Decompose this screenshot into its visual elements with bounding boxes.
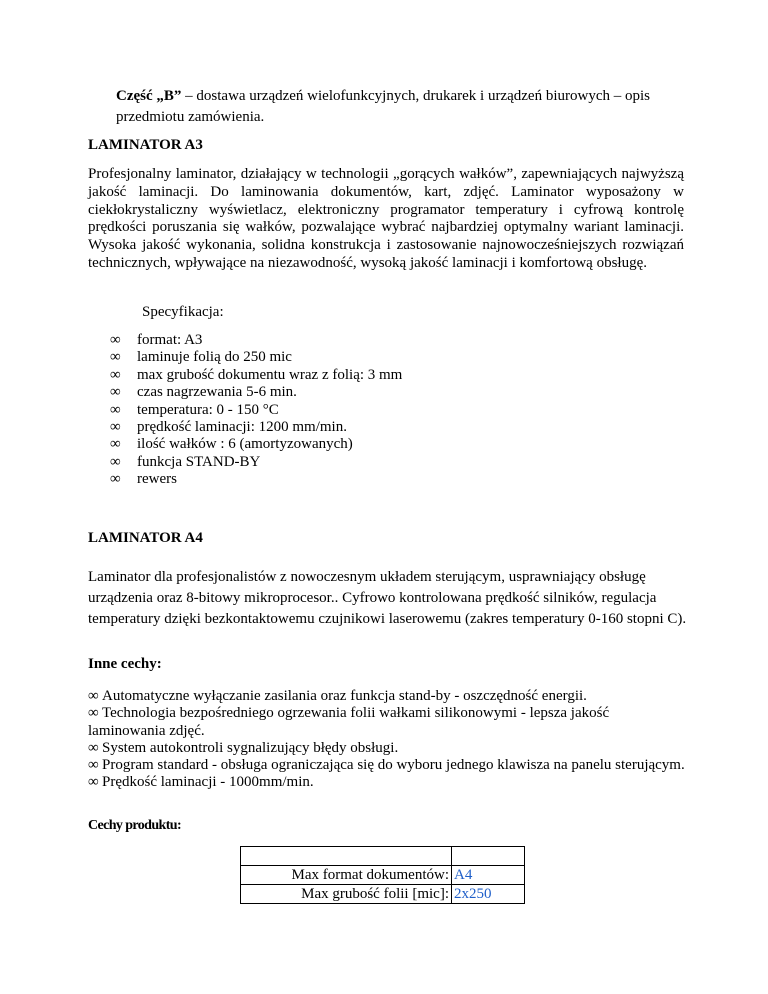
table-row [241, 847, 525, 866]
table-cell-label [241, 847, 452, 866]
infinity-bullet-icon: ∞ [110, 453, 121, 470]
spec-item-text: format: A3 [137, 332, 203, 348]
heading-laminator-a4: LAMINATOR A4 [88, 530, 203, 546]
product-features-title: Cechy produktu: [88, 818, 182, 833]
spec-item [110, 367, 402, 384]
feature-item-text: Program standard - obsługa ograniczająca się do wyboru jednego klawisza na panelu sterującym. [102, 757, 685, 774]
spec-item [110, 454, 402, 471]
spec-item-text: czas nagrzewania 5-6 min. [137, 384, 297, 401]
infinity-bullet-icon: ∞ [110, 401, 121, 418]
feature-item [88, 705, 688, 740]
infinity-bullet-icon: ∞ [88, 705, 99, 722]
infinity-bullet-icon: ∞ [110, 384, 121, 401]
feature-item-text: System autokontroli sygnalizujący błędy obsługi. [102, 739, 399, 756]
feature-item [88, 757, 688, 774]
feature-item-text: Automatyczne wyłączanie zasilania oraz funkcja stand-by - oszczędność energii. [102, 688, 587, 704]
infinity-bullet-icon: ∞ [110, 332, 121, 348]
feature-item [88, 688, 688, 705]
spec-item-text: funkcja STAND-BY [137, 453, 261, 470]
spec-item [110, 349, 402, 366]
spec-item [110, 332, 402, 349]
spec-list [110, 332, 402, 489]
infinity-bullet-icon: ∞ [88, 688, 99, 704]
spec-item-text: ilość wałków : 6 (amortyzowanych) [137, 436, 353, 453]
a4-description: Laminator dla profesjonalistów z nowoczesnym układem sterującym, usprawniający obsługę urządzenia oraz 8-bitowy mikroprocesor.. Cyfrowo kontrolowana prędkość silników, regulacja temperatury dzięki bezkontaktowemu czujnikowi laserowemu (zakres temperatury 0-160 stopni C). [88, 569, 687, 627]
intro-text: – dostawa urządzeń wielofunkcyjnych, drukarek i urządzeń biurowych – opis przedmiotu zamówienia. [116, 88, 650, 125]
spec-item [110, 384, 402, 401]
table-cell-value: 2x250 [452, 885, 525, 904]
infinity-bullet-icon: ∞ [110, 366, 121, 383]
spec-item-text: temperatura: 0 - 150 °C [137, 401, 279, 418]
infinity-bullet-icon: ∞ [110, 471, 121, 488]
spec-item [110, 419, 402, 436]
spec-title: Specyfikacja: [142, 304, 224, 320]
product-features-table [240, 846, 525, 904]
spec-item-text: rewers [137, 471, 177, 488]
spec-item [110, 436, 402, 453]
intro-paragraph [116, 86, 686, 128]
feature-item-text: Technologia bezpośredniego ogrzewania folii wałkami silikonowymi - lepsza jakość laminowania zdjęć. [88, 705, 610, 739]
infinity-bullet-icon: ∞ [110, 349, 121, 366]
infinity-bullet-icon: ∞ [88, 774, 99, 791]
table-cell-label: Max format dokumentów: [241, 866, 452, 885]
features-list [88, 688, 688, 792]
spec-item [110, 471, 402, 488]
table-cell-value [452, 847, 525, 866]
table-row [241, 866, 525, 885]
spec-item-text: laminuje folią do 250 mic [137, 349, 292, 366]
infinity-bullet-icon: ∞ [88, 757, 99, 774]
feature-item-text: Prędkość laminacji - 1000mm/min. [102, 774, 314, 791]
infinity-bullet-icon: ∞ [110, 436, 121, 453]
intro-bold: Część „B” [116, 88, 182, 104]
a3-description: Profesjonalny laminator, działający w technologii „gorących wałków”, zapewniających najwyższą jakość laminacji. Do laminowania dokumentów, kart, zdjęć. Laminator wyposażony w ciekłokrystaliczny wyświetlacz, elektroniczny programator temperatury i cyfrową kontrolę prędkości poruszania się wałków, pozwalające wybrać najbardziej optymalny wariant laminacji. Wysoka jakość wykonania, solidna konstrukcja i zastosowanie najnowocześniejszych rozwiązań technicznych, wpływające na niezawodność, wysoką jakość laminacji i komfortową obsługę. [88, 166, 684, 271]
heading-laminator-a3: LAMINATOR A3 [88, 137, 203, 153]
feature-item [88, 740, 688, 757]
infinity-bullet-icon: ∞ [110, 419, 121, 436]
infinity-bullet-icon: ∞ [88, 739, 99, 756]
spec-item-text: max grubość dokumentu wraz z folią: 3 mm [137, 366, 403, 383]
table-row [241, 885, 525, 904]
spec-item-text: prędkość laminacji: 1200 mm/min. [137, 419, 347, 436]
other-features-title: Inne cechy: [88, 656, 162, 672]
table-cell-label: Max grubość folii [mic]: [241, 885, 452, 904]
table-cell-value: A4 [452, 866, 525, 885]
feature-item [88, 774, 688, 791]
spec-item [110, 402, 402, 419]
